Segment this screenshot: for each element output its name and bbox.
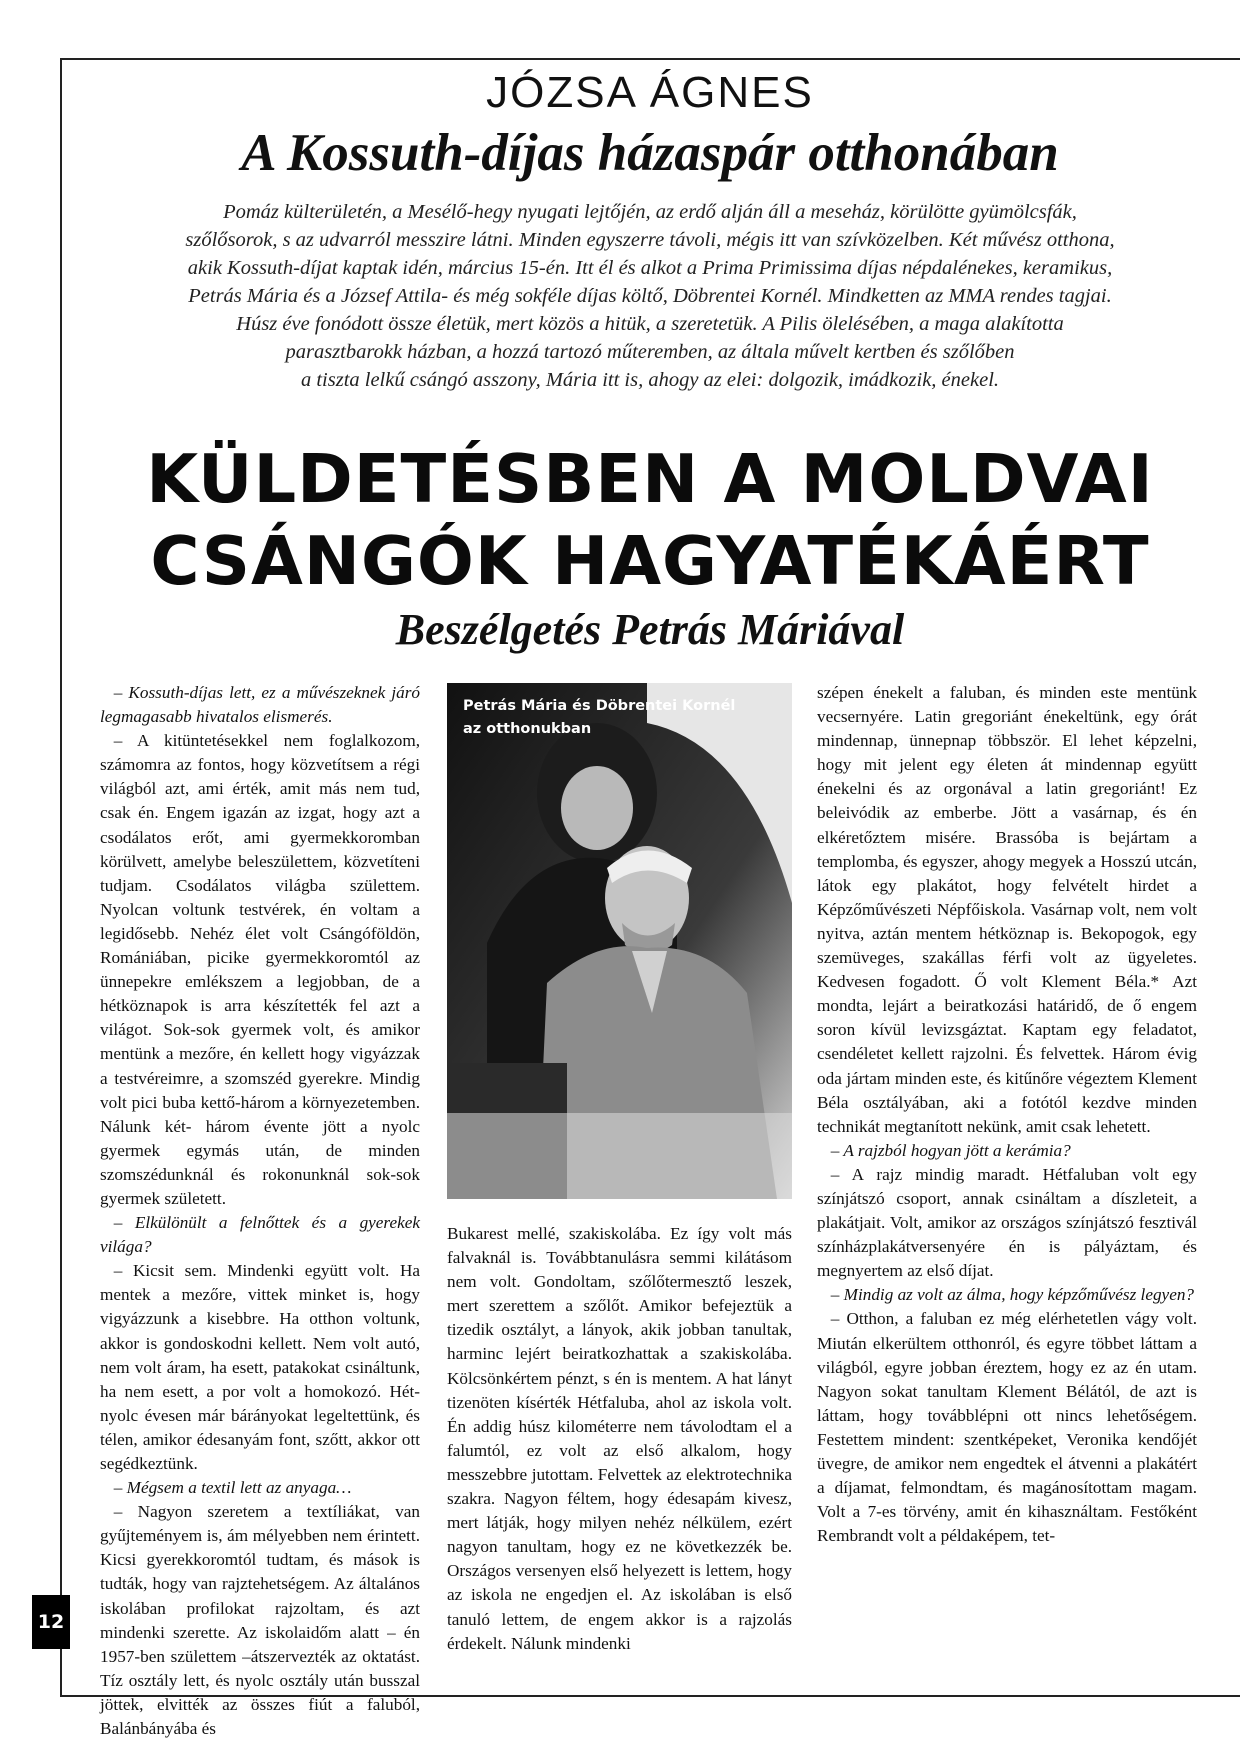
question-paragraph: – A rajzból hogyan jött a kerámia? xyxy=(830,1140,1071,1160)
answer-paragraph: Bukarest mellé, szakiskolába. Ez így volt más falvaknál is. Továbbtanulásra semmi kilátásom nem volt. Gondoltam, szőlőtermesztő leszek, mert szerettem a szőlőt. Amikor befejeztük a tizedik osztályt, a lányok, akik jobban tanultak, harminc lejért beiratkozhattak a szakiskolába. Kölcsönkértem pénzt, s én is mentem. A hat lányt tizenöten kísérték Hétfaluba, ahol az iskola volt. Én addig húsz kilométerre nem távolodtam el a falumtól, ez volt az első alkalom, hogy messzebbre jutottam. Felvettek az elektrotechnika szakra. Nagyon féltem, hogy édesapám kivesz, mert látják, hogy milyen nehéz nélkülem, ezért nagyon tanultam, hogy ez ne következzék be. Országos versenyen első helyezett is lettem, hogy az iskola ne engedjen el. Az iskolában is első tanuló lettem, de engem akkor is a rajzolás érdekelt. Nálunk mindenki xyxy=(447,1224,792,1653)
answer-paragraph: szépen énekelt a faluban, és minden este mentünk vecsernyére. Latin gregoriánt énekeltünk, egy órát mindennap, ünnepnap többször. El lehet képzelni, hogy mit jelent egy életen át mindennap együtt énekelni és az orgonával a latin gregoriánt! Ez beleivódik az emberbe. Jött a vasárnap, és én elkéretőztem misére. Brassóba is bejártam a templomba, és egyszer, ahogy megyek a Hosszú utcán, látok egy plakátot, hogy felvételt hirdet a Képzőművészeti Népfőiskola. Vasárnap volt, nem volt nyitva, aztán mentem hétköznap is. Bekopogok, egy szemüveges, szakállas férfi volt az ügyeletes. Kedvesen fogadott. Ő volt Klement Béla.* Azt mondta, lejárt a beiratkozási határidő, de ő engem soron kívül levizsgáztat. Kaptam egy feladatot, csendéletet kellett rajzolni. És felvettek. Három évig oda jártam minden este, és kitűnőre végeztem Klement Béla osztályában, aki a fotótól kezdve minden technikát megtanított nekünk, amit csak lehetett. xyxy=(817,683,1197,1136)
question-paragraph: – Elkülönült a felnőttek és a gyerekek világa? xyxy=(100,1213,420,1257)
photo-caption-line: Petrás Mária és Döbrentei Kornél xyxy=(463,698,736,714)
text-column-1 xyxy=(100,681,420,1741)
page-number: 12 xyxy=(32,1595,70,1649)
headline-line-2: CSÁNGÓK HAGYATÉKÁÉRT xyxy=(150,522,1150,600)
answer-paragraph: – Kicsit sem. Mindenki együtt volt. Ha mentek a mezőre, vittek minket is, hogy vigyázzunk a kisebbre. Ha otthon voltunk, akkor is gondoskodni kellett. Nem volt autó, nem volt áram, ha esett, patakokat csináltunk, ha nem esett, a por volt a homokozó. Hét-nyolc évesen már bárányokat legeltettünk, és télen, amikor édesanyám font, szőtt, akkor ott segédkeztünk. xyxy=(100,1261,420,1473)
headline xyxy=(60,438,1240,602)
lead-line: akik Kossuth-díjat kaptak idén, március 15-én. Itt él és alkot a Prima Primissima díjas népdalénekes, keramikus, xyxy=(187,257,1113,279)
question-paragraph: – Kossuth-díjas lett, ez a művészeknek járó legmagasabb hivatalos elismerés. xyxy=(100,683,420,727)
answer-paragraph: – Otthon, a faluban ez még elérhetetlen vágy volt. Miután elkerültem otthonról, és egyre többet láttam a világból, egyre jobban éreztem, hogy ez az én utam. Nagyon sokat tanultam Klement Bélától, de azt is láttam, hogy továbblépni ott nincs lehetőségem. Festettem mindent: szentképeket, Veronika kendőjét üvegre, de amikor nem engedtek el átvenni a plakátért a díjamat, felmondtam, és magánosítottam magam. Volt a 7-es törvény, amit én kihasználtam. Festőként Rembrandt volt a példaképem, tet- xyxy=(817,1309,1197,1546)
answer-paragraph: – A rajz mindig maradt. Hétfaluban volt egy színjátszó csoport, annak csináltam a díszleteit, a plakátjait. Volt, amikor az országos színjátszó fesztivál színházplakátversenyére én is pályáztam, és megnyertem az első díjat. xyxy=(817,1164,1197,1281)
headline-line-1: KÜLDETÉSBEN A MOLDVAI xyxy=(146,440,1154,518)
photo-caption xyxy=(463,695,763,741)
text-column-2 xyxy=(447,1222,792,1656)
lead-line: Húsz éve fonódott össze életük, mert közös a hitük, a szeretetük. A Pilis ölelésében, a maga alakította xyxy=(236,313,1064,335)
lead-line: szőlősorok, s az udvarról messzire látni. Minden egyszerre távoli, mégis itt van szívközelben. Két művész otthona, xyxy=(185,229,1115,251)
lead-line: parasztbarokk házban, a hozzá tartozó műteremben, az általa művelt kertben és szőlőben xyxy=(285,341,1015,363)
answer-paragraph: – A kitüntetésekkel nem foglalkozom, számomra az fontos, hogy közvetítsem a régi világból azt, ami érték, amit más nem tud, csak én. Engem igazán az izgat, hogy azt a csodálatos erőt, ami gyermekkoromban körülvett, amelybe beleszülettem, közvetíteni tudjam. Csodálatos világba születtem. Nyolcan voltunk testvérek, én voltam a legidősebb. Nehéz élet volt Csángóföldön, Romániában, picike gyermekkoromtól az ünnepekre emlékszem a legjobban, de a hétköznapok is arra készítették fel azt a világot. Sok-sok gyermek volt, és amikor mentünk a mezőre, én kellett hogy vigyázzak a testvéreimre, a szomszéd gyerekre. Mindig volt pici buba kettő-három a környezetemben. Nálunk két- három évente jött a nyolc gyermek egymás után, de minden szomszédunknál és rokonunknál sok-sok gyermek született. xyxy=(100,731,420,1208)
question-paragraph: – Mégsem a textil lett az anyaga… xyxy=(113,1478,352,1498)
text-column-3 xyxy=(817,681,1197,1548)
author-name: JÓZSA ÁGNES xyxy=(486,68,814,117)
question-paragraph: – Mindig az volt az álma, hogy képzőművész legyen? xyxy=(830,1285,1195,1305)
photo-illustration xyxy=(447,683,792,1199)
photo-caption-line: az otthonukban xyxy=(463,721,592,737)
lead-line: a tiszta lelkű csángó asszony, Mária itt is, ahogy az elei: dolgozik, imádkozik, énekel. xyxy=(300,369,1000,391)
article-subtitle: A Kossuth-díjas házaspár otthonában xyxy=(241,124,1059,182)
answer-paragraph: – Nagyon szeretem a textíliákat, van gyűjteményem is, ám mélyebben nem érintett. Kicsi gyerekkoromtól tudtam, és mások is tudták, hogy van rajztehetségem. Az általános iskolában profilokat rajzoltam, és azt mindenki szerette. Az iskolaidőm alatt – én 1957-ben születtem –átszervezték az oktatást. Tíz osztály lett, és nyolc osztály után busszal jöttek, elvitték az összes fiút a faluból, Balánbányába és xyxy=(100,1502,420,1739)
lead-line: Pomáz külterületén, a Mesélő-hegy nyugati lejtőjén, az erdő alján áll a meseház, körülötte gyümölcsfák, xyxy=(223,201,1077,223)
couple-photo xyxy=(447,683,792,1199)
interview-deck: Beszélgetés Petrás Máriával xyxy=(395,605,905,654)
lead-line: Petrás Mária és a József Attila- és még sokféle díjas költő, Döbrentei Kornél. Mindketten az MMA rendes tagjai. xyxy=(188,285,1112,307)
lead-paragraph xyxy=(100,198,1200,394)
